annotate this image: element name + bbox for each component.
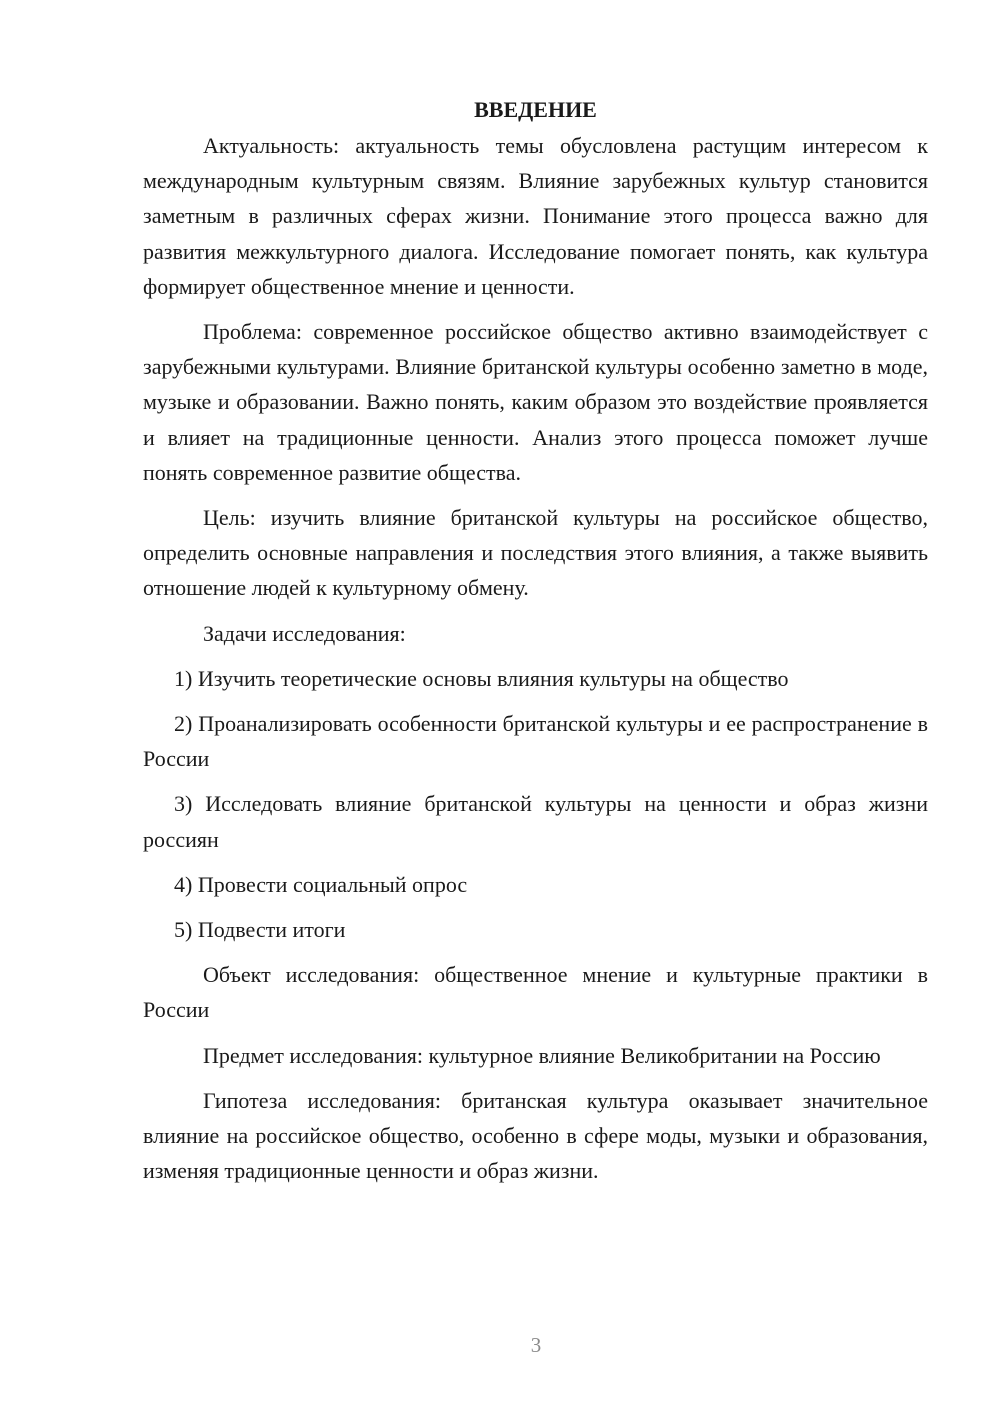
task-item: 4) Провести социальный опрос — [174, 871, 468, 897]
document-body — [143, 92, 928, 1198]
relevance-paragraph: Актуальность: актуальность темы обусловлена растущим интересом к международным культурным связям. Влияние зарубежных культур становится заметным в различных сферах жизни. Понимание этого процесса важно для развития межкультурного диалога. Исследование помогает понять, как культура формирует общественное мнение и ценности. — [143, 133, 928, 299]
tasks-heading: Задачи исследования: — [203, 620, 406, 646]
hypothesis-paragraph: Гипотеза исследования: британская культура оказывает значительное влияние на российское общество, особенно в сфере моды, музыки и образования, изменяя традиционные ценности и образ жизни. — [143, 1087, 928, 1184]
section-title: ВВЕДЕНИЕ — [474, 97, 597, 122]
task-item: 1) Изучить теоретические основы влияния культуры на общество — [174, 665, 789, 691]
task-item: 3) Исследовать влияние британской культуры на ценности и образ жизни россиян — [143, 791, 928, 852]
research-subject-paragraph: Предмет исследования: культурное влияние Великобритании на Россию — [203, 1042, 881, 1068]
task-item: 5) Подвести итоги — [174, 917, 346, 943]
page-number: 3 — [530, 1333, 542, 1357]
goal-paragraph: Цель: изучить влияние британской культуры на российское общество, определить основные направления и последствия этого влияния, а также выявить отношение людей к культурному обмену. — [143, 505, 928, 601]
research-object-paragraph: Объект исследования: общественное мнение и культурные практики в России — [143, 962, 928, 1023]
task-item: 2) Проанализировать особенности британской культуры и ее распространение в России — [143, 711, 928, 772]
problem-paragraph: Проблема: современное российское общество активно взаимодействует с зарубежными культурами. Влияние британской культуры особенно заметно в моде, музыке и образовании. Важно понять, каким образом это воздействие проявляется и влияет на традиционные ценности. Анализ этого процесса поможет лучше понять современное развитие общества. — [143, 319, 928, 485]
